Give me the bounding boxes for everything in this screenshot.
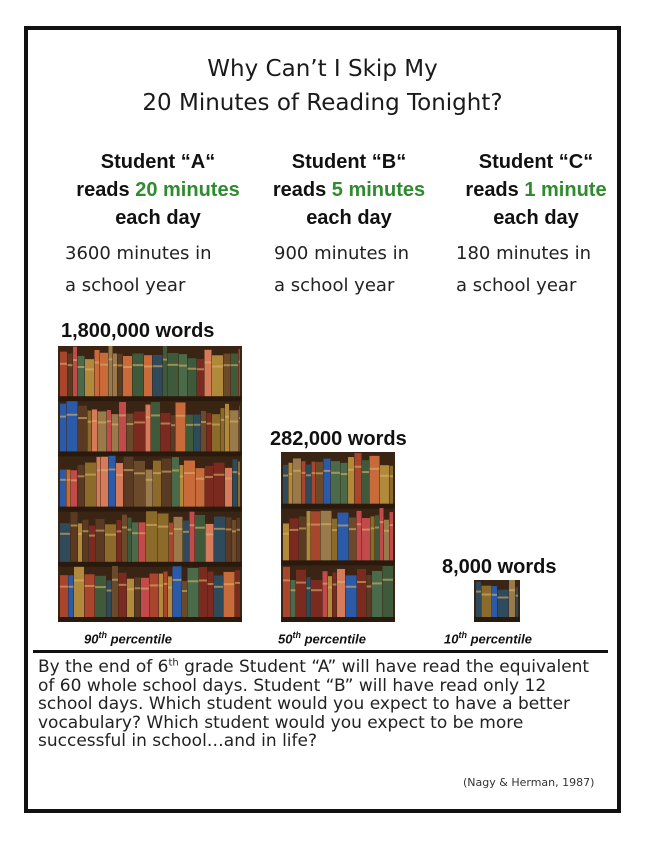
poster-title-line-2: 20 Minutes of Reading Tonight? [142,90,503,116]
student-b-per: each day [306,207,392,229]
student-a-name: Student “A“ [100,151,216,173]
student-a-words: 1,800,000 words [61,320,215,342]
student-c-amount: 1 minute [524,179,607,201]
student-a-amount: 20 minutes [135,179,240,201]
student-a-percentile: 90th percentile [84,630,172,647]
student-c-header [441,148,631,232]
summary-paragraph: By the end of 6th grade Student “A” will have read the equivalent of 60 whole school days. Student “B” will have read only 12 school days. Which student would you expect to have a better vocabulary? Which student would you expect to be more successful in school…and in life? [38,657,590,752]
citation: (Nagy & Herman, 1987) [463,776,595,789]
student-a-reads: reads 20 minutes [76,179,240,201]
student-c-reads: reads 1 minute [465,179,607,201]
student-a-per: each day [115,207,201,229]
student-b-name: Student “B“ [291,151,407,173]
student-b-percentile: 50th percentile [278,630,366,647]
bookshelf-image-small [474,580,520,622]
bookshelf-image-medium [281,452,395,622]
poster-title-line-1: Why Can’t I Skip My [207,56,438,82]
section-divider [33,650,608,653]
student-c-words: 8,000 words [442,556,557,578]
student-b-amount: 5 minutes [331,179,426,201]
student-b-header [254,148,444,232]
bookshelf-image-large [58,346,242,622]
student-a-minutes: 3600 minutes in a school year [65,243,212,296]
student-c-percentile: 10th percentile [444,630,532,647]
student-b-words: 282,000 words [270,428,407,450]
student-b-minutes: 900 minutes in a school year [274,243,410,296]
student-c-name: Student “C“ [478,151,594,173]
student-c-minutes: 180 minutes in a school year [456,243,592,296]
student-b-reads: reads 5 minutes [272,179,426,201]
student-a-header [63,148,253,232]
student-c-per: each day [493,207,579,229]
